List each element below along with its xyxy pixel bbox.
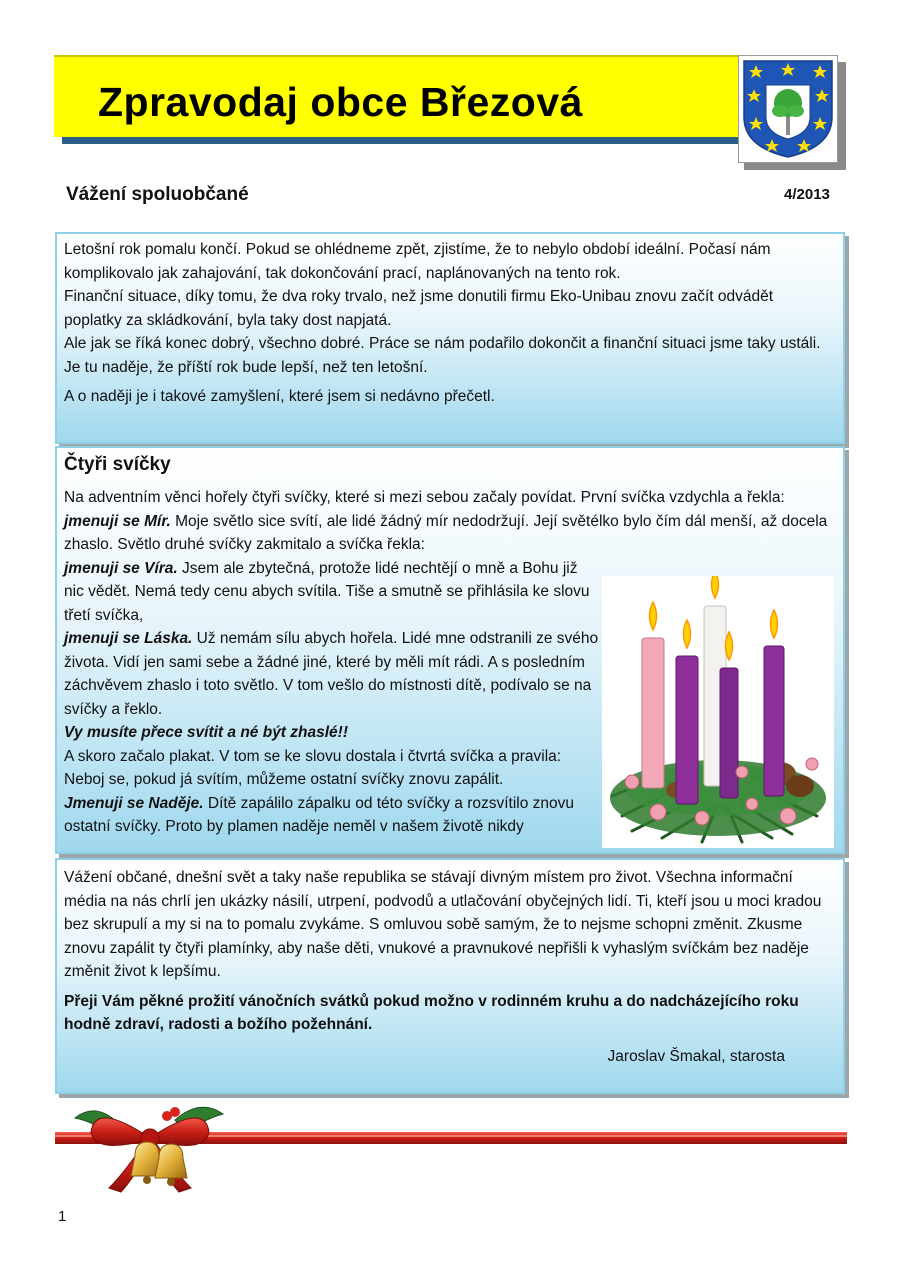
greeting-heading: Vážení spoluobčané — [66, 184, 249, 205]
christmas-bells-ribbon-illustration — [55, 1092, 847, 1202]
signature: Jaroslav Šmakal, starosta — [607, 1047, 785, 1065]
header-banner — [54, 55, 738, 137]
story-text: Moje světlo sice svítí, ale lidé žádný mír nedodržují. Její světélko bylo čím dál menší, až docela zhaslo. Světlo druhé svíčky zakmitalo a svíčka řekla: — [64, 512, 828, 553]
story-title: Čtyři svíčky — [64, 454, 171, 475]
christmas-wish: Přeji Vám pěkné prožití vánočních svátků pokud možno v rodinném kruhu a do nadcházejícího roku hodně zdraví, radosti a božího požehnání. — [64, 992, 799, 1033]
page-number: 1 — [58, 1208, 67, 1225]
story-text: Dítě zapálilo zápalku od této svíčky a rozsvítilo znovu ostatní svíčky. Proto by plamen naděje neměl v našem životě nikdy — [64, 794, 575, 835]
story-paragraph — [64, 627, 599, 721]
story-paragraph — [64, 510, 833, 557]
candle-name: jmenuji se Víra. — [64, 559, 178, 577]
closing-box — [55, 858, 845, 1094]
candle-name: Jmenuji se Naděje. — [64, 794, 204, 812]
closing-paragraph: Vážení občané, dnešní svět a taky naše republika se stávají divným místem pro život. Všechna informační média na nás chrlí jen ukázky násilí, utrpení, podvodů a utlačování obyčejných lidí. Ti, kteří jsou u moci kradou bez skrupulí a my si na to pomalu zvykáme. S omluvou sobě samým, že to nejsme schopni změnit. Zkusme znovu zapálit ty čtyři plamínky, aby naše děti, vnukové a pravnukové nepřišli k vyhaslým svíčkám bez naděje změnit život k lepšímu. — [64, 869, 822, 980]
advent-wreath-illustration — [602, 576, 834, 848]
issue-number: 4/2013 — [784, 186, 830, 203]
intro-box — [55, 232, 845, 444]
candle-name: jmenuji se Láska. — [64, 630, 193, 647]
intro-paragraph: A o naději je i takové zamyšlení, které jsem si nedávno přečetl. — [64, 388, 495, 405]
intro-paragraph: Finanční situace, díky tomu, že dva roky trvalo, než jsme donutili firmu Eko-Unibau znovu začít odvádět poplatky za skládkování, byla taky dost napjatá. — [64, 288, 774, 329]
story-paragraph: Na adventním věnci hořely čtyři svíčky, které si mezi sebou začaly povídat. První svíčka vzdychla a řekla: — [64, 489, 785, 506]
story-paragraph: A skoro začalo plakat. V tom se ke slovu dostala i čtvrtá svíčka a pravila: Neboj se, pokud já svítím, můžeme ostatní svíčky znovu zapálit. — [64, 747, 562, 788]
story-text: Už nemám sílu abych hořela. Lidé mne odstranili ze svého života. Vidí jen sami sebe a žádné jiné, které by měli mít rádi. A s posledním záchvěvem zhaslo i toto světlo. V tom vešlo do místnosti dítě, podívalo se na svíčky a řeklo. — [64, 630, 599, 718]
intro-paragraph: Ale jak se říká konec dobrý, všechno dobré. Práce se nám podařilo dokončit a finanční situaci jsme taky ustáli. Je tu naděje, že příští rok bude lepší, než ten letošní. — [64, 335, 821, 376]
child-quote: Vy musíte přece svítit a né být zhaslé!! — [64, 724, 348, 741]
candle-name: jmenuji se Mír. — [64, 512, 171, 530]
story-paragraph — [64, 557, 599, 628]
story-paragraph — [64, 792, 599, 839]
story-text: Jsem ale zbytečná, protože lidé nechtějí o mně a Bohu již nic vědět. Nemá tedy cenu abych svítila. Tiše a smutně se přihlásila ke slovu třetí svíčka, — [64, 559, 590, 624]
newsletter-title: Zpravodaj obce Březová — [98, 79, 583, 125]
intro-paragraph: Letošní rok pomalu končí. Pokud se ohlédneme zpět, zjistíme, že to nebylo období ideální. Počasí nám komplikovalo jak zahajování, tak dokončování prací, naplánovaných na tento rok. — [64, 241, 771, 282]
coat-of-arms-icon — [738, 55, 838, 163]
